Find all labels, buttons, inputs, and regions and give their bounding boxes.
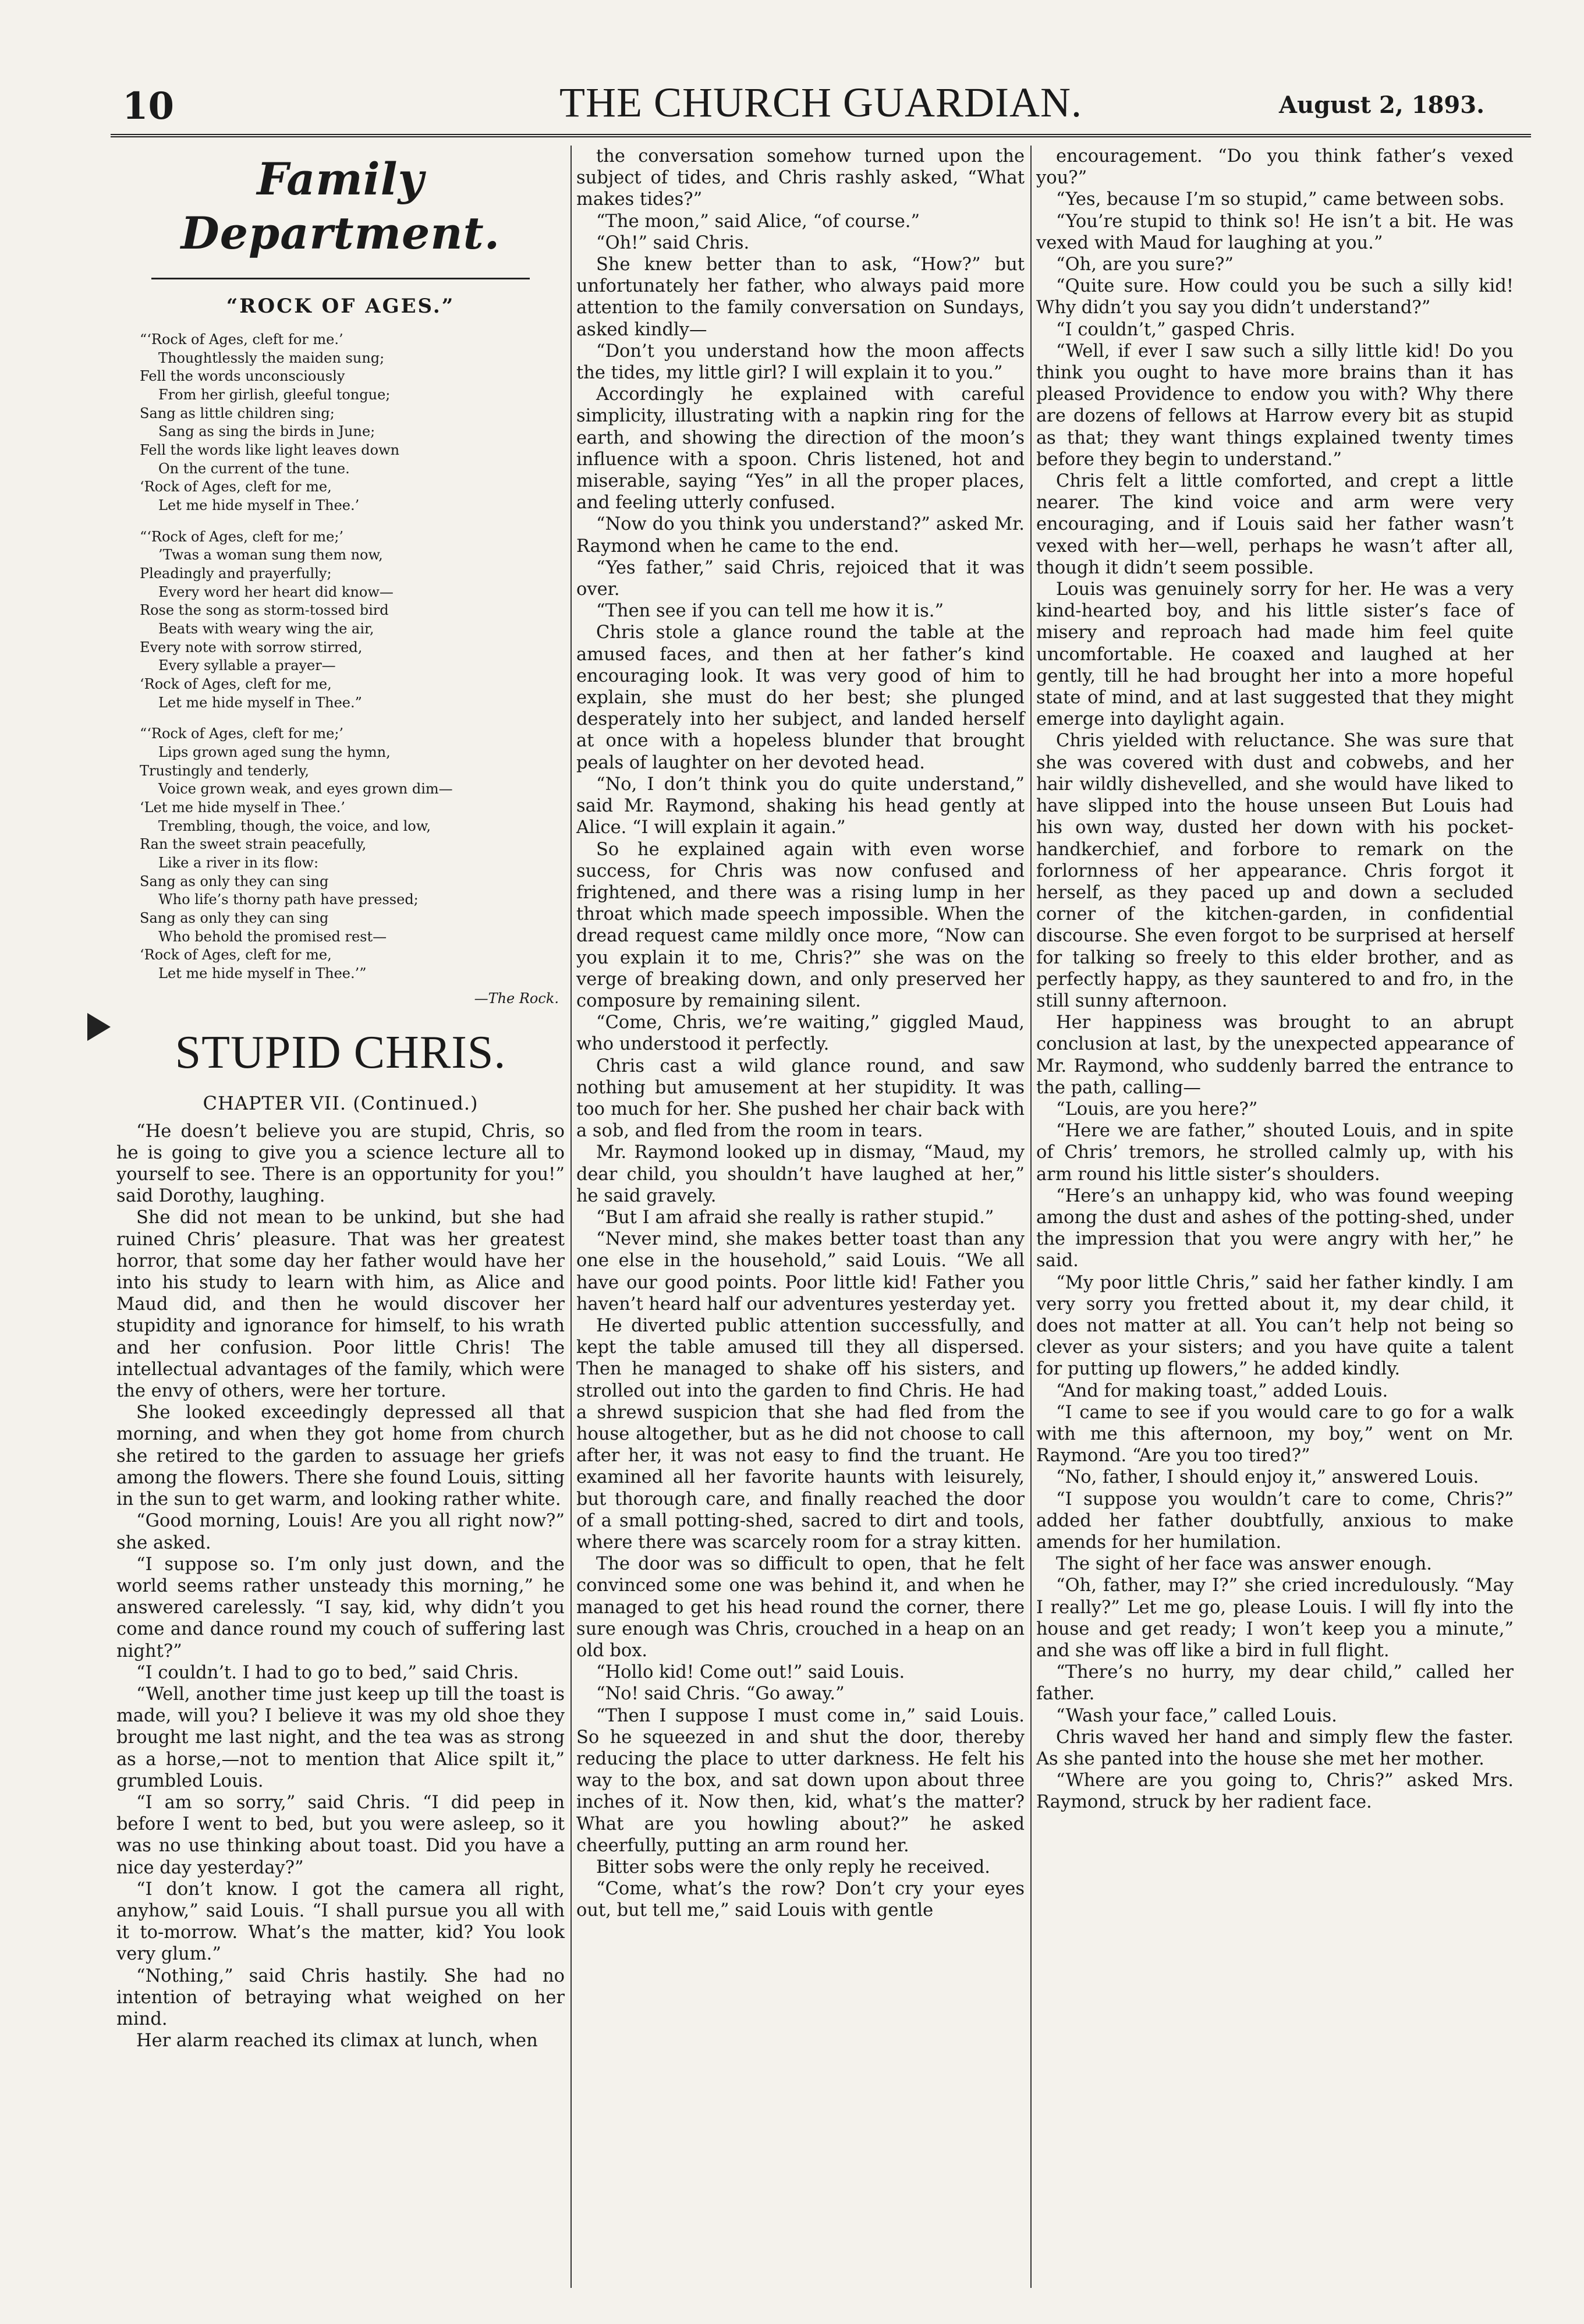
story-paragraph: “You’re stupid to think so! He isn’t a bit. He was vexed with Maud for laughing at you.” [1036, 211, 1514, 253]
masthead-rule [111, 134, 1531, 137]
poem-stanza [140, 331, 565, 515]
poem-line: Sang as only they can sing [140, 910, 329, 927]
page-number: 10 [122, 84, 175, 128]
story-text-col1 [116, 1121, 565, 2052]
story-paragraph: Bitter sobs were the only reply he received. [596, 1857, 990, 1878]
poem-line: Let me hide myself in Thee.’” [158, 965, 367, 982]
story-paragraph: Chris yielded with reluctance. She was sure that she was covered with dust and cobwebs, and her hair wildly dishevelled, and she would have liked to have slipped into the house unseen But Louis had his own way, dusted her down with his pocket-handkerchief, and forbore to remark on the forlornness of her appearance. Chris forgot it herself, as they paced up and down a secluded corner of the kitchen-garden, in confidential discourse. She even forgot to be surprised at herself for talking so freely to this elder brother, and as perfectly happy, as they sauntered to and fro, in the still sunny afternoon. [1036, 731, 1514, 1011]
story-paragraph: “But I am afraid she really is rather stupid.” [596, 1207, 994, 1228]
story-paragraph: “Louis, are you here?” [1056, 1099, 1258, 1120]
poem-line: Sang as only they can sing [140, 873, 329, 890]
poem-line: Voice grown weak, and eyes grown dim— [158, 781, 453, 798]
column-1 [116, 146, 565, 2052]
poem-line: On the current of the tune. [158, 460, 350, 477]
poem-line: Trembling, though, the voice, and low, [158, 817, 431, 834]
story-paragraph: “Now do you think you understand?” asked Mr. Raymond when he came to the end. [576, 514, 1025, 557]
column-divider [570, 146, 572, 2288]
poem-line: Who behold the promised rest— [158, 928, 387, 945]
poem-line: Let me hide myself in Thee.’ [158, 497, 360, 513]
story-paragraph: “Hollo kid! Come out!” said Louis. [596, 1662, 905, 1683]
poem-line: Every syllable a prayer— [158, 657, 336, 674]
department-rule [151, 278, 530, 279]
story-title: STUPID CHRIS. [175, 1027, 506, 1079]
story-paragraph: “My poor little Chris,” said her father kindly. I am very sorry you fretted about it, my dear child, it does not matter at all. You can’t help not being so clever as your sisters; and you have quite a talent for putting up flowers,” he added kindly. [1036, 1272, 1514, 1380]
story-paragraph: “Never mind, she makes better toast than any one else in the household,” said Louis. “We all have our good points. Poor little kid! Father you haven’t heard half our adventures yesterday yet. [576, 1229, 1025, 1315]
poem-line: “‘Rock of Ages, cleft for me;’ [140, 725, 344, 742]
story-paragraph: “I came to see if you would care to go for a walk with me this afternoon, my boy,” went on Mr. Raymond. “Are you too tired?” [1036, 1402, 1514, 1466]
story-paragraph: “He doesn’t believe you are stupid, Chris, so he is going to give you a science lecture all to yourself to see. There is an opportunity for you!” said Dorothy, laughing. [116, 1121, 565, 1207]
poem-line: Let me hide myself in Thee.” [158, 694, 362, 711]
story-paragraph: “Don’t you understand how the moon affects the tides, my little girl? I will explain it to you.” [576, 341, 1025, 384]
poem-line: Thoughtlessly the maiden sung; [158, 349, 385, 366]
poem-line: Sang as little children sing; [140, 405, 335, 421]
story-paragraph: “Oh!” said Chris. [596, 232, 750, 253]
chapter-heading: CHAPTER VII. (Continued.) [203, 1092, 479, 1114]
pointer-mark-icon [87, 1013, 111, 1041]
story-paragraph: “I couldn’t. I had to go to bed,” said Chris. [136, 1662, 519, 1683]
story-paragraph: “Come, what’s the row? Don’t cry your eyes out, but tell me,” said Louis with gentle [576, 1879, 1025, 1921]
poem-line: “‘Rock of Ages, cleft for me.’ [140, 331, 343, 348]
story-paragraph: “Yes, because I’m so stupid,” came between sobs. [1056, 189, 1505, 210]
story-paragraph: “Here we are father,” shouted Louis, and in spite of Chris’ tremors, he strolled calmly up, with his arm round his little sister’s shoulders. [1036, 1121, 1514, 1185]
story-paragraph: “I don’t know. I got the camera all right, anyhow,” said Louis. “I shall pursue you all with it to-morrow. What’s the matter, kid? You look very glum.” [116, 1879, 565, 1965]
story-paragraph: “I suppose you wouldn’t care to come, Chris?” added her father doubtfully, anxious to make amends for her humilation. [1036, 1489, 1514, 1553]
story-paragraph: “I couldn’t,” gasped Chris. [1056, 319, 1296, 340]
poem-line: Like a river in its flow: [158, 855, 319, 872]
poem-line: Every note with sorrow stirred, [140, 639, 363, 656]
poem-stanza [140, 725, 565, 983]
story-paragraph: “Good morning, Louis! Are you all right now?” she asked. [116, 1511, 565, 1553]
department-title: Family Department. [180, 153, 501, 259]
masthead [111, 79, 1531, 131]
poem-line: ‘Rock of Ages, cleft for me, [140, 479, 332, 495]
story-paragraph: “Wash your face,” called Louis. [1056, 1705, 1337, 1726]
column-divider [1030, 146, 1032, 2288]
story-paragraph: Louis was genuinely sorry for her. He was a very kind-hearted boy, and his little sister’s face of misery and reproach had made him feel quite uncomfortable. He coaxed and laughed at her gently, till he had brought her into a more hopeful state of mind, and at last suggested that they might emerge into daylight again. [1036, 579, 1514, 730]
poem-line: From her girlish, gleeful tongue; [158, 386, 391, 403]
story-paragraph: “Come, Chris, we’re waiting,” giggled Maud, who understood it perfectly. [576, 1012, 1025, 1055]
story-paragraph: “Well, if ever I saw such a silly little kid! Do you think you ought to have more brains than it has pleased Providence to endow you with? Why there are dozens of fellows at Harrow every bit as stupid as that; they want things explained twenty times before they begin to understand.” [1036, 341, 1514, 470]
poem [140, 331, 565, 983]
story-paragraph: “And for making toast,” added Louis. [1056, 1380, 1388, 1401]
poem-line: Fell the words unconsciously [140, 368, 345, 385]
poem-line: ’Twas a woman sung them now, [158, 547, 383, 564]
poem-title: “ROCK OF AGES.” [226, 295, 455, 318]
story-paragraph: “No, I don’t think you do quite understand,” said Mr. Raymond, shaking his head gently at Alice. “I will explain it again.” [576, 774, 1025, 838]
poem-line: ‘Rock of Ages, cleft for me, [140, 676, 332, 692]
story-paragraph: Mr. Raymond looked up in dismay, “Maud, my dear child, you shouldn’t have laughed at her,” he said gravely. [576, 1142, 1025, 1206]
column-3 [1036, 146, 1514, 1813]
story-paragraph: Her alarm reached its climax at lunch, when [136, 2031, 538, 2052]
story-paragraph: “I suppose so. I’m only just down, and the world seems rather unsteady this morning,” he answered carelessly. “I say, kid, why didn’t you come and dance round my couch of suffering last night?” [116, 1554, 565, 1661]
story-paragraph: Chris stole a glance round the table at the amused faces, and then at her father’s kind encouraging look. It was very good of him to explain, she must do her best; she plunged desperately into her subject, and landed herself at once with a hopeless blunder that brought peals of laughter on her devoted head. [576, 622, 1025, 773]
story-paragraph: “No! said Chris. “Go away.” [596, 1684, 845, 1705]
poem-line: Every word her heart did know— [158, 583, 394, 600]
poem-line: ‘Rock of Ages, cleft for me, [140, 947, 332, 963]
poem-line: Rose the song as storm-tossed bird [140, 602, 389, 619]
poem-line: Sang as sing the birds in June; [158, 423, 375, 440]
poem-stanza [140, 528, 565, 713]
story-paragraph: “Yes father,” said Chris, rejoiced that it was over. [576, 557, 1025, 600]
story-paragraph: She knew better than to ask, “How?” but unfortunately her father, who always paid more attention to the family conversation on Sundays, asked kindly— [576, 254, 1025, 340]
story-paragraph: The door was so difficult to open, that he felt convinced some one was behind it, and when he managed to get his head round the corner, there sure enough was Chris, crouched in a heap on an old box. [576, 1554, 1025, 1661]
story-paragraph: “There’s no hurry, my dear child,” called her father. [1036, 1662, 1514, 1705]
story-paragraph: “Well, another time just keep up till the toast is made, will you? I believe it was my old shoe they brought me last night, and the tea was as strong as a horse,—not to mention that Alice spilt it,” grumbled Louis. [116, 1684, 565, 1791]
story-paragraph: “Quite sure. How could you be such a silly kid! Why didn’t you say you didn’t understand?” [1036, 276, 1514, 318]
story-paragraph: She looked exceedingly depressed all that morning, and when they got home from church she retired to the garden to assuage her griefs among the flowers. There she found Louis, sitting in the sun to get warm, and looking rather white. [116, 1402, 565, 1510]
publication-date: August 2, 1893. [1278, 91, 1484, 119]
story-paragraph: Chris cast a wild glance round, and saw nothing but amusement at her stupidity. It was too much for her. She pushed her chair back with a sob, and fled from the room in tears. [576, 1055, 1025, 1142]
column-2 [576, 146, 1025, 1922]
poem-line: ‘Let me hide myself in Thee.’ [140, 799, 345, 816]
story-paragraph: the conversation somehow turned upon the subject of tides, and Chris rashly asked, “What makes tides?” [576, 146, 1025, 210]
story-paragraph: encouragement. “Do you think father’s vexed you?” [1036, 146, 1514, 189]
poem-line: Pleadingly and prayerfully; [140, 565, 332, 582]
story-paragraph: Her happiness was brought to an abrupt conclusion at last, by the unexpected appearance of Mr. Raymond, who suddenly barred the entrance to the path, calling— [1036, 1012, 1514, 1098]
poem-credit: —The Rock. [474, 990, 559, 1007]
poem-line: Trustingly and tenderly, [140, 762, 310, 779]
story-paragraph: “Nothing,” said Chris hastily. She had no intention of betraying what weighed on her mind. [116, 1965, 565, 2029]
story-paragraph: The sight of her face was answer enough. [1056, 1554, 1432, 1575]
story-paragraph: She did not mean to be unkind, but she had ruined Chris’ pleasure. That was her greatest horror, that some day her father would have her into his study to learn with him, as Alice and Maud did, and then he would discover her stupidity and ignorance for himself, to his wrath and her confusion. Poor little Chris! The intellectual advantages of the family, which were the envy of others, were her torture. [116, 1207, 565, 1402]
poem-line: Who life’s thorny path have pressed; [158, 891, 419, 908]
story-paragraph: “Then see if you can tell me how it is.” [596, 601, 944, 622]
story-paragraph: “The moon,” said Alice, “of course.” [596, 211, 920, 232]
story-paragraph: Chris waved her hand and simply flew the faster. As she panted into the house she met her mother. [1036, 1727, 1514, 1770]
story-paragraph: “No, father, I should enjoy it,” answered Louis. [1056, 1467, 1479, 1488]
story-paragraph: Chris felt a little comforted, and crept a little nearer. The kind voice and arm were very encouraging, and if Louis said her father wasn’t vexed with her—well, perhaps he wasn’t after all, though it didn’t seem possible. [1036, 471, 1514, 578]
story-paragraph: “Oh, are you sure?” [1056, 254, 1234, 275]
story-paragraph: “Then I suppose I must come in,” said Louis. So he squeezed in and shut the door, thereby reducing the place to utter darkness. He felt his way to the box, and sat down upon about three inches of it. Now then, kid, what’s the matter? What are you howling about?” he asked cheerfully, putting an arm round her. [576, 1705, 1025, 1856]
story-paragraph: So he explained again with even worse success, for Chris was now confused and frightened, and there was a rising lump in her throat which made speech impossible. When the dread request came mildly once more, “Now can you explain it to me, Chris?” she was on the verge of breaking down, and only preserved her composure by remaining silent. [576, 839, 1025, 1011]
story-paragraph: “Here’s an unhappy kid, who was found weeping among the dust and ashes of the potting-shed, under the impression that you were angry with her,” he said. [1036, 1185, 1514, 1271]
paper-title: THE CHURCH GUARDIAN. [559, 79, 1082, 126]
story-paragraph: Accordingly he explained with careful simplicity, illustrating with a napkin ring for the earth, and showing the direction of the moon’s influence with a spoon. Chris listened, hot and miserable, saying “Yes” in all the proper places, and feeling utterly confused. [576, 384, 1025, 513]
story-paragraph: “Where are you going to, Chris?” asked Mrs. Raymond, struck by her radient face. [1036, 1770, 1514, 1813]
poem-line: “‘Rock of Ages, cleft for me;’ [140, 528, 344, 545]
story-paragraph: “Oh, father, may I?” she cried incredulously. “May I really?” Let me go, please Louis. I will fly into the house and get ready; I won’t keep you a minute,” and she was off like a bird in full flight. [1036, 1575, 1514, 1661]
story-paragraph: He diverted public attention successfully, and kept the table amused till they all dispersed. Then he managed to shake off his sisters, and strolled out into the garden to find Chris. He had a shrewd suspicion that she had fled from the house altogether, but as he did not choose to call after her, it was not easy to find the truant. He examined all her favorite haunts with leisurely, but thorough care, and finally reached the door of a small potting-shed, sacred to dirt and tools, where there was scarcely room for a stray kitten. [576, 1315, 1025, 1553]
poem-line: Lips grown aged sung the hymn, [158, 744, 391, 761]
poem-line: Fell the words like light leaves down [140, 441, 400, 458]
story-paragraph: “I am so sorry,” said Chris. “I did peep in before I went to bed, but you were asleep, so it was no use thinking about toast. Did you have a nice day yesterday?” [116, 1792, 565, 1878]
poem-line: Beats with weary wing the air, [158, 620, 374, 637]
poem-line: Ran the sweet strain peacefully, [140, 836, 367, 853]
